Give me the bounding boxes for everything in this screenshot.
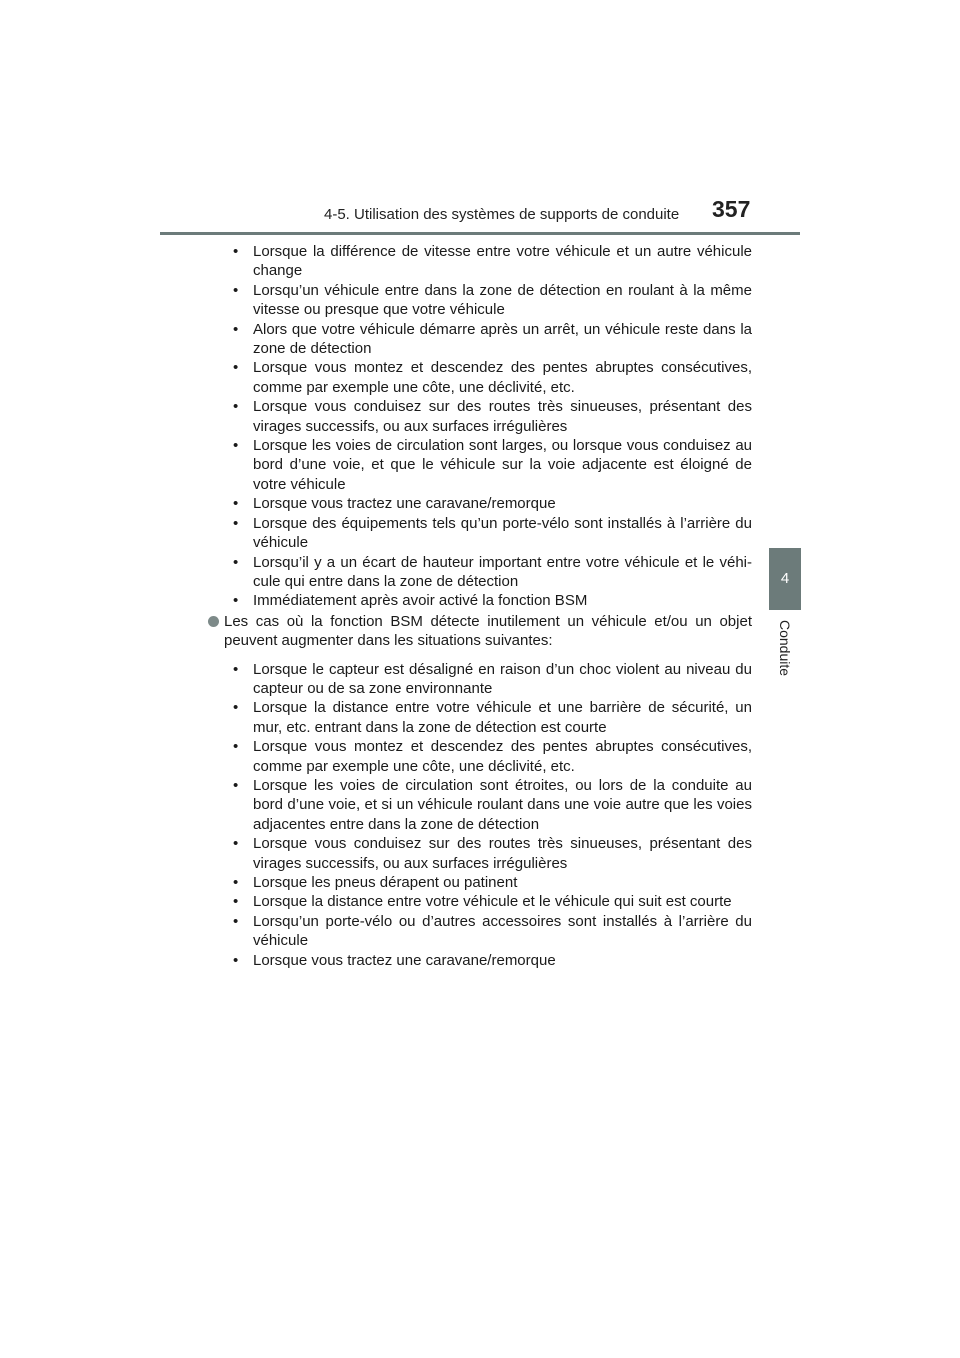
main-point-text: Les cas où la fonction BSM détecte inutilement un véhicule et/ou un objet peuvent augmenter dans les situations suivantes: — [224, 612, 752, 650]
list-item: • Lorsqu’il y a un écart de hauteur important entre votre véhicule et le véhi-cule qui entre dans la zone de détection — [233, 553, 752, 590]
header-divider — [160, 232, 800, 235]
chapter-label: Conduite — [777, 620, 793, 677]
bullet-icon: • — [233, 514, 239, 532]
list-item: • Lorsque des équipements tels qu’un porte-vélo sont installés à l’arrière du véhicule — [233, 514, 752, 552]
bullet-icon: • — [233, 951, 239, 969]
list-item: • Lorsque vous montez et descendez des pentes abruptes consécutives, comme par exemple une côte, une déclivité, etc. — [233, 359, 752, 396]
list-item: • Lorsqu’un porte-vélo ou d’autres accessoires sont installés à l’arrière du véhicule — [233, 912, 752, 950]
bullet-icon: • — [233, 699, 239, 717]
list-item: • Lorsque la différence de vitesse entre votre véhicule et un autre véhicule change — [233, 243, 752, 280]
bullet-icon: • — [233, 660, 239, 678]
bullet-icon: • — [233, 592, 239, 610]
bullet-icon: • — [233, 912, 239, 930]
chapter-tab: 4 — [769, 548, 801, 610]
list-item: • Immédiatement après avoir activé la fonction BSM — [233, 592, 588, 610]
list-item: • Lorsque les pneus dérapent ou patinent — [233, 874, 518, 891]
list-item: • Alors que votre véhicule démarre après un arrêt, un véhicule reste dans la zone de détection — [233, 320, 752, 358]
bullet-icon: • — [233, 495, 239, 513]
bullet-icon: • — [233, 243, 239, 260]
conditions-list-one — [224, 242, 752, 611]
bullet-icon: • — [233, 874, 239, 891]
conditions-list-two — [224, 660, 752, 971]
section-title: 4-5. Utilisation des systèmes de supports de conduite — [324, 206, 680, 223]
bullet-icon: • — [233, 893, 239, 911]
page-content — [224, 242, 752, 970]
list-item: • Lorsque la distance entre votre véhicule et une barrière de sécurité, un mur, etc. entrant dans la zone de détection est courte — [233, 699, 752, 736]
round-bullet-icon — [208, 616, 219, 627]
list-item: • Lorsque le capteur est désaligné en raison d’un choc violent au niveau du capteur ou de sa zone environnante — [233, 660, 752, 697]
list-item: • Lorsque la distance entre votre véhicule et le véhicule qui suit est courte — [233, 893, 732, 911]
list-item: • Lorsque vous conduisez sur des routes très sinueuses, présentant des virages successifs, ou aux surfaces irrégulières — [233, 835, 752, 872]
list-item: • Lorsque vous tractez une caravane/remorque — [233, 951, 556, 969]
list-item: • Lorsqu’un véhicule entre dans la zone de détection en roulant à la même vitesse ou presque que votre véhicule — [233, 281, 752, 319]
bullet-icon: • — [233, 738, 239, 756]
bullet-icon: • — [233, 398, 239, 416]
main-point — [208, 612, 752, 651]
page-number: 357 — [712, 196, 751, 222]
list-item: • Lorsque les voies de circulation sont larges, ou lorsque vous conduisez au bord d’une voie, et que le véhicule sur la voie adjacente est éloigné de votre véhicule — [233, 437, 752, 493]
list-item: • Lorsque vous tractez une caravane/remorque — [233, 495, 556, 513]
bullet-icon: • — [233, 553, 239, 571]
bullet-icon: • — [233, 835, 239, 853]
bullet-icon: • — [233, 776, 239, 794]
bullet-icon: • — [233, 437, 239, 455]
list-item: • Lorsque les voies de circulation sont étroites, ou lors de la conduite au bord d’une voie, et si un véhicule roulant dans une voie autre que les voies adjacentes entre dans la zone de détection — [233, 776, 752, 833]
list-item: • Lorsque vous montez et descendez des pentes abruptes consécutives, comme par exemple une côte, une déclivité, etc. — [233, 738, 752, 775]
bullet-icon: • — [233, 320, 239, 338]
list-item: • Lorsque vous conduisez sur des routes très sinueuses, présentant des virages successifs, ou aux surfaces irrégulières — [233, 398, 752, 435]
bullet-icon: • — [233, 281, 239, 299]
bullet-icon: • — [233, 359, 239, 377]
